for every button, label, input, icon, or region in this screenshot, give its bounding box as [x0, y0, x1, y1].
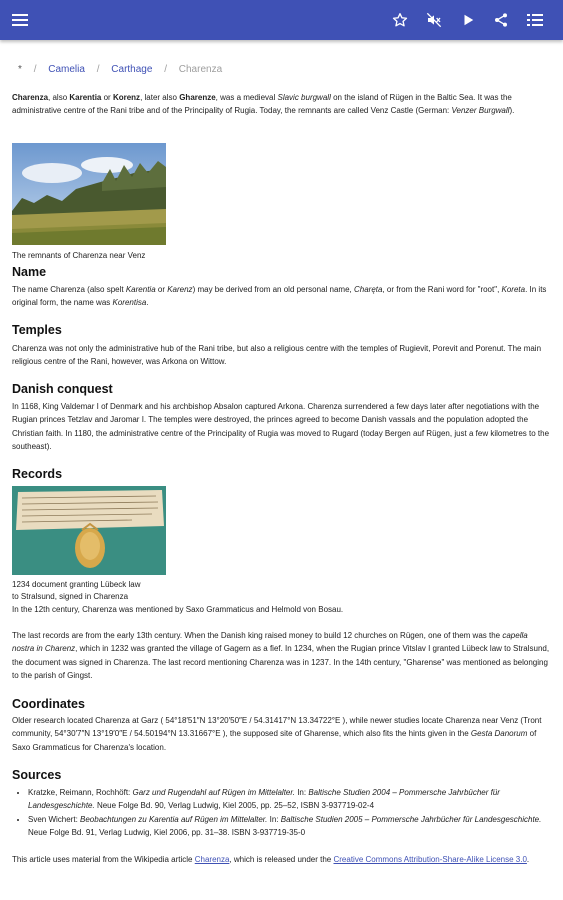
records-caption-line-2: to Stralsund, signed in Charenza	[12, 592, 129, 601]
license-link[interactable]: Creative Commons Attribution-Share-Alike License 3.0	[333, 855, 527, 864]
star-icon[interactable]	[386, 6, 414, 34]
share-icon[interactable]	[487, 6, 515, 34]
danish-conquest-paragraph: In 1168, King Valdemar I of Denmark and his archbishop Absalon captured Arkona. Charenza surrendered a few days later after negotiations with the Rugian princes Tetzlav and Jaromar I. The temples were destroyed, the princes agreed to become Danish vassals and the population adopted the Christian faith. In 1180, the administrative centre of the Principality of Rugia was moved to Rugard (today Bergen auf Rügen, just a few kilometres to the southeast).	[12, 402, 550, 452]
breadcrumb-item-carthage[interactable]: Carthage	[111, 64, 153, 75]
breadcrumb-separator: /	[96, 64, 100, 75]
records-caption-line-1: 1234 document granting Lübeck law	[12, 580, 141, 589]
section-heading-name: Name	[12, 265, 47, 279]
breadcrumb-separator: /	[164, 64, 167, 75]
charenza-remnants-image[interactable]	[12, 143, 166, 245]
lubeck-law-document-image[interactable]	[12, 486, 166, 575]
volume-off-icon[interactable]	[420, 6, 448, 34]
article-content	[0, 40, 563, 900]
breadcrumb-home[interactable]: *	[18, 64, 22, 75]
list-item: • Kratzke, Reimann, Rochhöft: Garz und Rugendahl auf Rügen im Mittelalter. In: Baltische Studien 2004 – Pommersche Jahrbücher für Landesgeschichte. Neue Folge Bd. 90, Verlag Ludwig, Kiel 2005, pp. 25–52, ISBN 3-937719-02-4	[28, 786, 550, 813]
list-icon[interactable]	[521, 6, 549, 34]
records-paragraph-2: The last records are from the early 13th century. When the Danish king raised money to build 12 churches on Rügen, one of them was the capella nostra in Charenz, which in 1232 was granted the village of Gagern as a fief. In 1234, when the Rugian prince Vitslav I granted Lübeck law to Stralsund, the document was signed in Charenza. The last record mentioning Charenza was in 1237. In the 14th century, "Gharense" was mentioned as belonging to the parish of Gingst.	[12, 631, 550, 681]
license-attribution: This article uses material from the Wikipedia article Charenza, which is released under the Creative Commons Attribution-Share-Alike License 3.0.	[12, 855, 530, 864]
intro-paragraph: Charenza, also Karentia or Korenz, later also Gharenze, was a medieval Slavic burgwall on the island of Rügen in the Baltic Sea. It was the administrative centre of the Rani tribe and of the Principality of Rugia. Today, the remnants are called Venz Castle (German: Venzer Burgwall).	[12, 93, 515, 116]
play-icon[interactable]	[454, 6, 482, 34]
records-paragraph-1: In the 12th century, Charenza was mentioned by Saxo Grammaticus and Helmold von Bosau.	[12, 605, 344, 614]
section-heading-records: Records	[12, 467, 63, 481]
breadcrumb-separator: /	[33, 64, 37, 75]
menu-icon[interactable]	[6, 6, 34, 34]
name-paragraph: The name Charenza (also spelt Karentia or Karenz) may be derived from an old personal name, Charęta, or from the Rani word for "root", Koreta. In its original form, the name was Korentisa.	[12, 285, 547, 308]
section-heading-danish-conquest: Danish conquest	[12, 382, 113, 396]
breadcrumb-item-camelia[interactable]: Camelia	[48, 64, 85, 75]
section-heading-coordinates: Coordinates	[12, 697, 85, 711]
list-item: • Sven Wichert: Beobachtungen zu Karentia auf Rügen im Mittelalter. In: Baltische Studien 2005 – Pommersche Jahrbücher für Landesgeschichte. Neue Folge Bd. 91, Verlag Ludwig, Kiel 2006, pp. 31–38. ISBN 3-937719-35-0	[28, 813, 550, 840]
breadcrumb-current: Charenza	[178, 64, 223, 75]
coordinates-paragraph: Older research located Charenza at Garz ( 54°18′51″N 13°20′50″E / 54.31417°N 13.34722°E ), while newer studies locate Charenza near Venz (Tront community, 54°30′7″N 13°19′0″E / 54.50194°N 13.31667°E ), the supposed site of Gharense, which also fits the hints given in the Gesta Danorum of Saxo Grammaticus for Charenza's location.	[12, 716, 542, 752]
temples-paragraph: Charenza was not only the administrative hub of the Rani tribe, but also a religious centre with the temples of Rugievit, Porevit and Porenut. The main religious centre of the Rani, however, was Arkona on Wittow.	[12, 344, 542, 367]
breadcrumb	[18, 64, 222, 75]
wikipedia-article-link[interactable]: Charenza	[194, 855, 230, 864]
image-caption: The remnants of Charenza near Venz	[12, 251, 146, 260]
section-heading-sources: Sources	[12, 768, 62, 782]
app-bar	[0, 0, 563, 40]
sources-list	[28, 786, 550, 840]
section-heading-temples: Temples	[12, 323, 62, 337]
